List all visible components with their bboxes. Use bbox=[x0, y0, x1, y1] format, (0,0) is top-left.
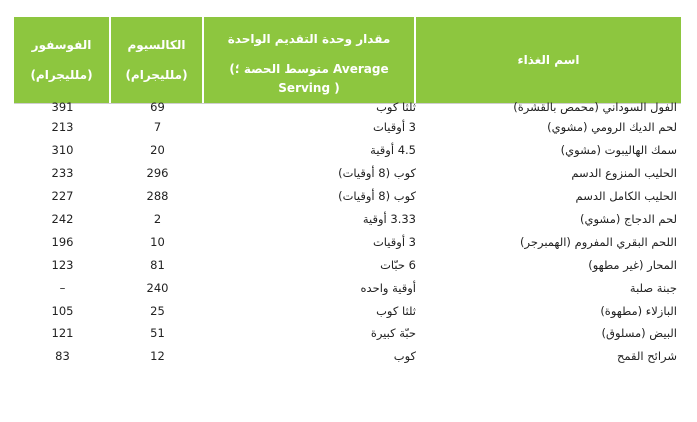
serving-cell: 6 حبّات bbox=[380, 257, 416, 272]
serving-cell: ثلثا كوب bbox=[376, 100, 416, 114]
calcium-cell: 12 bbox=[150, 349, 165, 364]
food-cell: الفول السوداني (محمص بالقشرة) bbox=[513, 100, 677, 114]
serving-cell: 3 أوقيات bbox=[372, 120, 416, 135]
food-cell: المحار (غير مطهو) bbox=[588, 257, 677, 272]
phosphorus-cell: 242 bbox=[51, 212, 74, 226]
serving-cell: ثلثا كوب bbox=[376, 303, 416, 318]
table-row bbox=[14, 208, 681, 231]
food-cell: سمك الهاليبوت (مشوي) bbox=[560, 143, 677, 158]
calcium-cell: 288 bbox=[146, 189, 169, 204]
header-calcium-line1: الكالسيوم bbox=[127, 38, 186, 52]
phosphorus-cell: 83 bbox=[55, 349, 70, 364]
serving-cell: أوقية واحده bbox=[360, 280, 416, 295]
food-cell: اللحم البقري المفروم (الهمبرجر) bbox=[520, 234, 677, 249]
serving-cell: كوب (8 أوقيات) bbox=[338, 189, 416, 204]
food-cell: الحليب المنزوع الدسم bbox=[571, 166, 677, 181]
phosphorus-cell: 123 bbox=[51, 257, 74, 272]
phosphorus-cell: 213 bbox=[51, 120, 74, 135]
table-row bbox=[14, 299, 681, 322]
table-row bbox=[14, 185, 681, 208]
food-cell: البازلاء (مطهوة) bbox=[600, 303, 677, 318]
calcium-cell: 51 bbox=[150, 326, 165, 341]
food-cell: الحليب الكامل الدسم bbox=[575, 189, 677, 204]
calcium-cell: 20 bbox=[150, 143, 165, 158]
phosphorus-cell: 121 bbox=[51, 326, 74, 341]
calcium-cell: 81 bbox=[150, 257, 165, 272]
serving-cell: كوب bbox=[393, 349, 416, 364]
food-cell: شرائح القمح bbox=[616, 349, 677, 364]
phosphorus-cell: – bbox=[59, 280, 66, 295]
table-row bbox=[14, 253, 681, 276]
calcium-cell: 10 bbox=[150, 234, 165, 249]
serving-cell: حبّة كبيرة bbox=[370, 326, 416, 341]
food-cell: لحم الديك الرومي (مشوي) bbox=[547, 120, 677, 135]
phosphorus-cell: 227 bbox=[51, 189, 74, 204]
table-row bbox=[14, 276, 681, 299]
food-cell: البيض (مسلوق) bbox=[601, 326, 677, 341]
header-serving-line3: Serving ) bbox=[278, 81, 340, 95]
table-body bbox=[14, 100, 681, 368]
calcium-cell: 69 bbox=[150, 100, 165, 114]
table-row bbox=[14, 100, 681, 116]
header-serving-line1: مقدار وحدة التقديم الواحدة bbox=[227, 32, 391, 46]
phosphorus-cell: 105 bbox=[51, 303, 74, 318]
serving-cell: 3 أوقيات bbox=[372, 234, 416, 249]
header-calcium-line2: (ملليجرام) bbox=[125, 68, 188, 82]
calcium-cell: 25 bbox=[150, 303, 165, 318]
header-phosphorus-line2: (ملليجرام) bbox=[30, 68, 93, 82]
food-cell: لحم الدجاج (مشوي) bbox=[580, 212, 677, 226]
calcium-cell: 7 bbox=[153, 120, 162, 135]
phosphorus-cell: 233 bbox=[51, 166, 74, 181]
serving-cell: 4.5 أوقية bbox=[370, 143, 416, 158]
table-header bbox=[14, 17, 681, 103]
header-phosphorus bbox=[14, 17, 111, 103]
food-cell: جبنة صلبة bbox=[629, 280, 677, 295]
table-row bbox=[14, 162, 681, 185]
table-row bbox=[14, 322, 681, 345]
table-row bbox=[14, 345, 681, 368]
header-food-label: اسم الغذاء bbox=[517, 53, 580, 67]
calcium-cell: 240 bbox=[146, 280, 169, 295]
serving-cell: كوب (8 أوقيات) bbox=[338, 166, 416, 181]
serving-cell: 3.33 أوقية bbox=[362, 212, 416, 226]
header-calcium bbox=[111, 17, 204, 103]
header-phosphorus-line1: الفوسفور bbox=[31, 38, 92, 52]
calcium-cell: 296 bbox=[146, 166, 169, 181]
phosphorus-cell: 310 bbox=[51, 143, 74, 158]
phosphorus-cell: 196 bbox=[51, 234, 74, 249]
header-serving-line2: (متوسط الحصة ؛ Average bbox=[229, 62, 389, 76]
calcium-cell: 2 bbox=[153, 212, 162, 226]
header-serving bbox=[204, 17, 416, 103]
table-row bbox=[14, 139, 681, 162]
phosphorus-cell: 391 bbox=[51, 100, 74, 114]
header-food bbox=[416, 17, 681, 103]
table-row bbox=[14, 116, 681, 139]
table-row bbox=[14, 230, 681, 253]
